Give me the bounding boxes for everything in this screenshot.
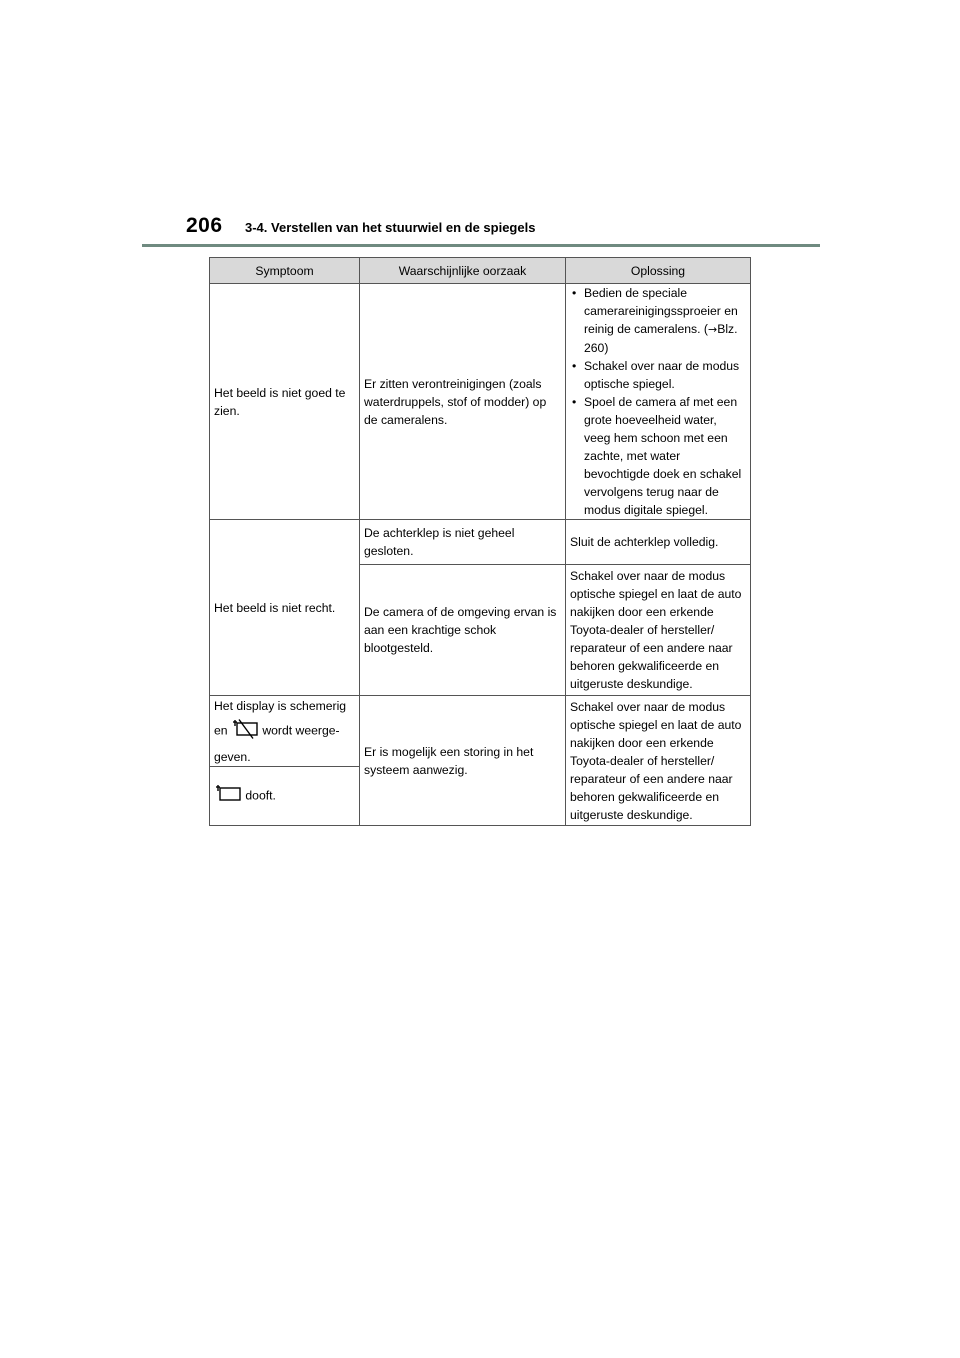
- list-item: • Schakel over naar de modus optische spiegel.: [584, 357, 746, 393]
- cause-cell: De camera of de omgeving ervan is aan een krachtige schok blootgesteld.: [360, 565, 566, 696]
- list-item: • Bedien de speciale camerareinigingssproeier en reinig de cameralens. (→Blz. 260): [584, 284, 746, 357]
- symptom-cell: Het beeld is niet recht.: [210, 520, 360, 696]
- solution-cell: Schakel over naar de modus optische spiegel en laat de auto nakijken door een erkende Toyota-dealer of hersteller/ reparateur of een andere naar behoren gekwalificeerde en uitgeruste deskundige.: [566, 696, 751, 826]
- arrow-icon: →: [707, 323, 718, 336]
- cause-cell: Er zitten verontreinigingen (zoals waterdruppels, stof of modder) op de cameralens.: [360, 284, 566, 520]
- solution-cell: Schakel over naar de modus optische spiegel en laat de auto nakijken door een erkende Toyota-dealer of hersteller/ reparateur of een andere naar behoren gekwalificeerde en uitgeruste deskundige.: [566, 565, 751, 696]
- symptom-cell: Het display is schemerig en wordt weerge- geven.: [210, 696, 360, 767]
- table-row: [210, 696, 751, 767]
- symptom-cell: Het beeld is niet goed te zien.: [210, 284, 360, 520]
- troubleshooting-table: [209, 257, 751, 826]
- page-number: 206: [186, 214, 223, 237]
- section-title: 3-4. Verstellen van het stuurwiel en de spiegels: [245, 220, 536, 235]
- column-header-solution: Oplossing: [566, 258, 751, 284]
- solution-cell: [566, 284, 751, 520]
- column-header-symptom: Symptoom: [210, 258, 360, 284]
- table-row: [210, 284, 751, 520]
- table-row: [210, 520, 751, 565]
- solution-cell: Sluit de achterklep volledig.: [566, 520, 751, 565]
- list-item: • Spoel de camera af met een grote hoeveelheid water, veeg hem schoon met een zachte, met water bevochtigde doek en schakel vervolgens terug naar de modus digitale spiegel.: [584, 393, 746, 519]
- digital-mirror-icon: [214, 784, 242, 809]
- cause-cell: Er is mogelijk een storing in het systeem aanwezig.: [360, 696, 566, 826]
- table-header-row: [210, 258, 751, 284]
- header-rule: [142, 244, 820, 247]
- digital-mirror-fault-icon: [231, 719, 259, 744]
- symptom-cell: dooft.: [210, 767, 360, 826]
- column-header-cause: Waarschijnlijke oorzaak: [360, 258, 566, 284]
- cause-cell: De achterklep is niet geheel gesloten.: [360, 520, 566, 565]
- solution-list: [570, 284, 746, 519]
